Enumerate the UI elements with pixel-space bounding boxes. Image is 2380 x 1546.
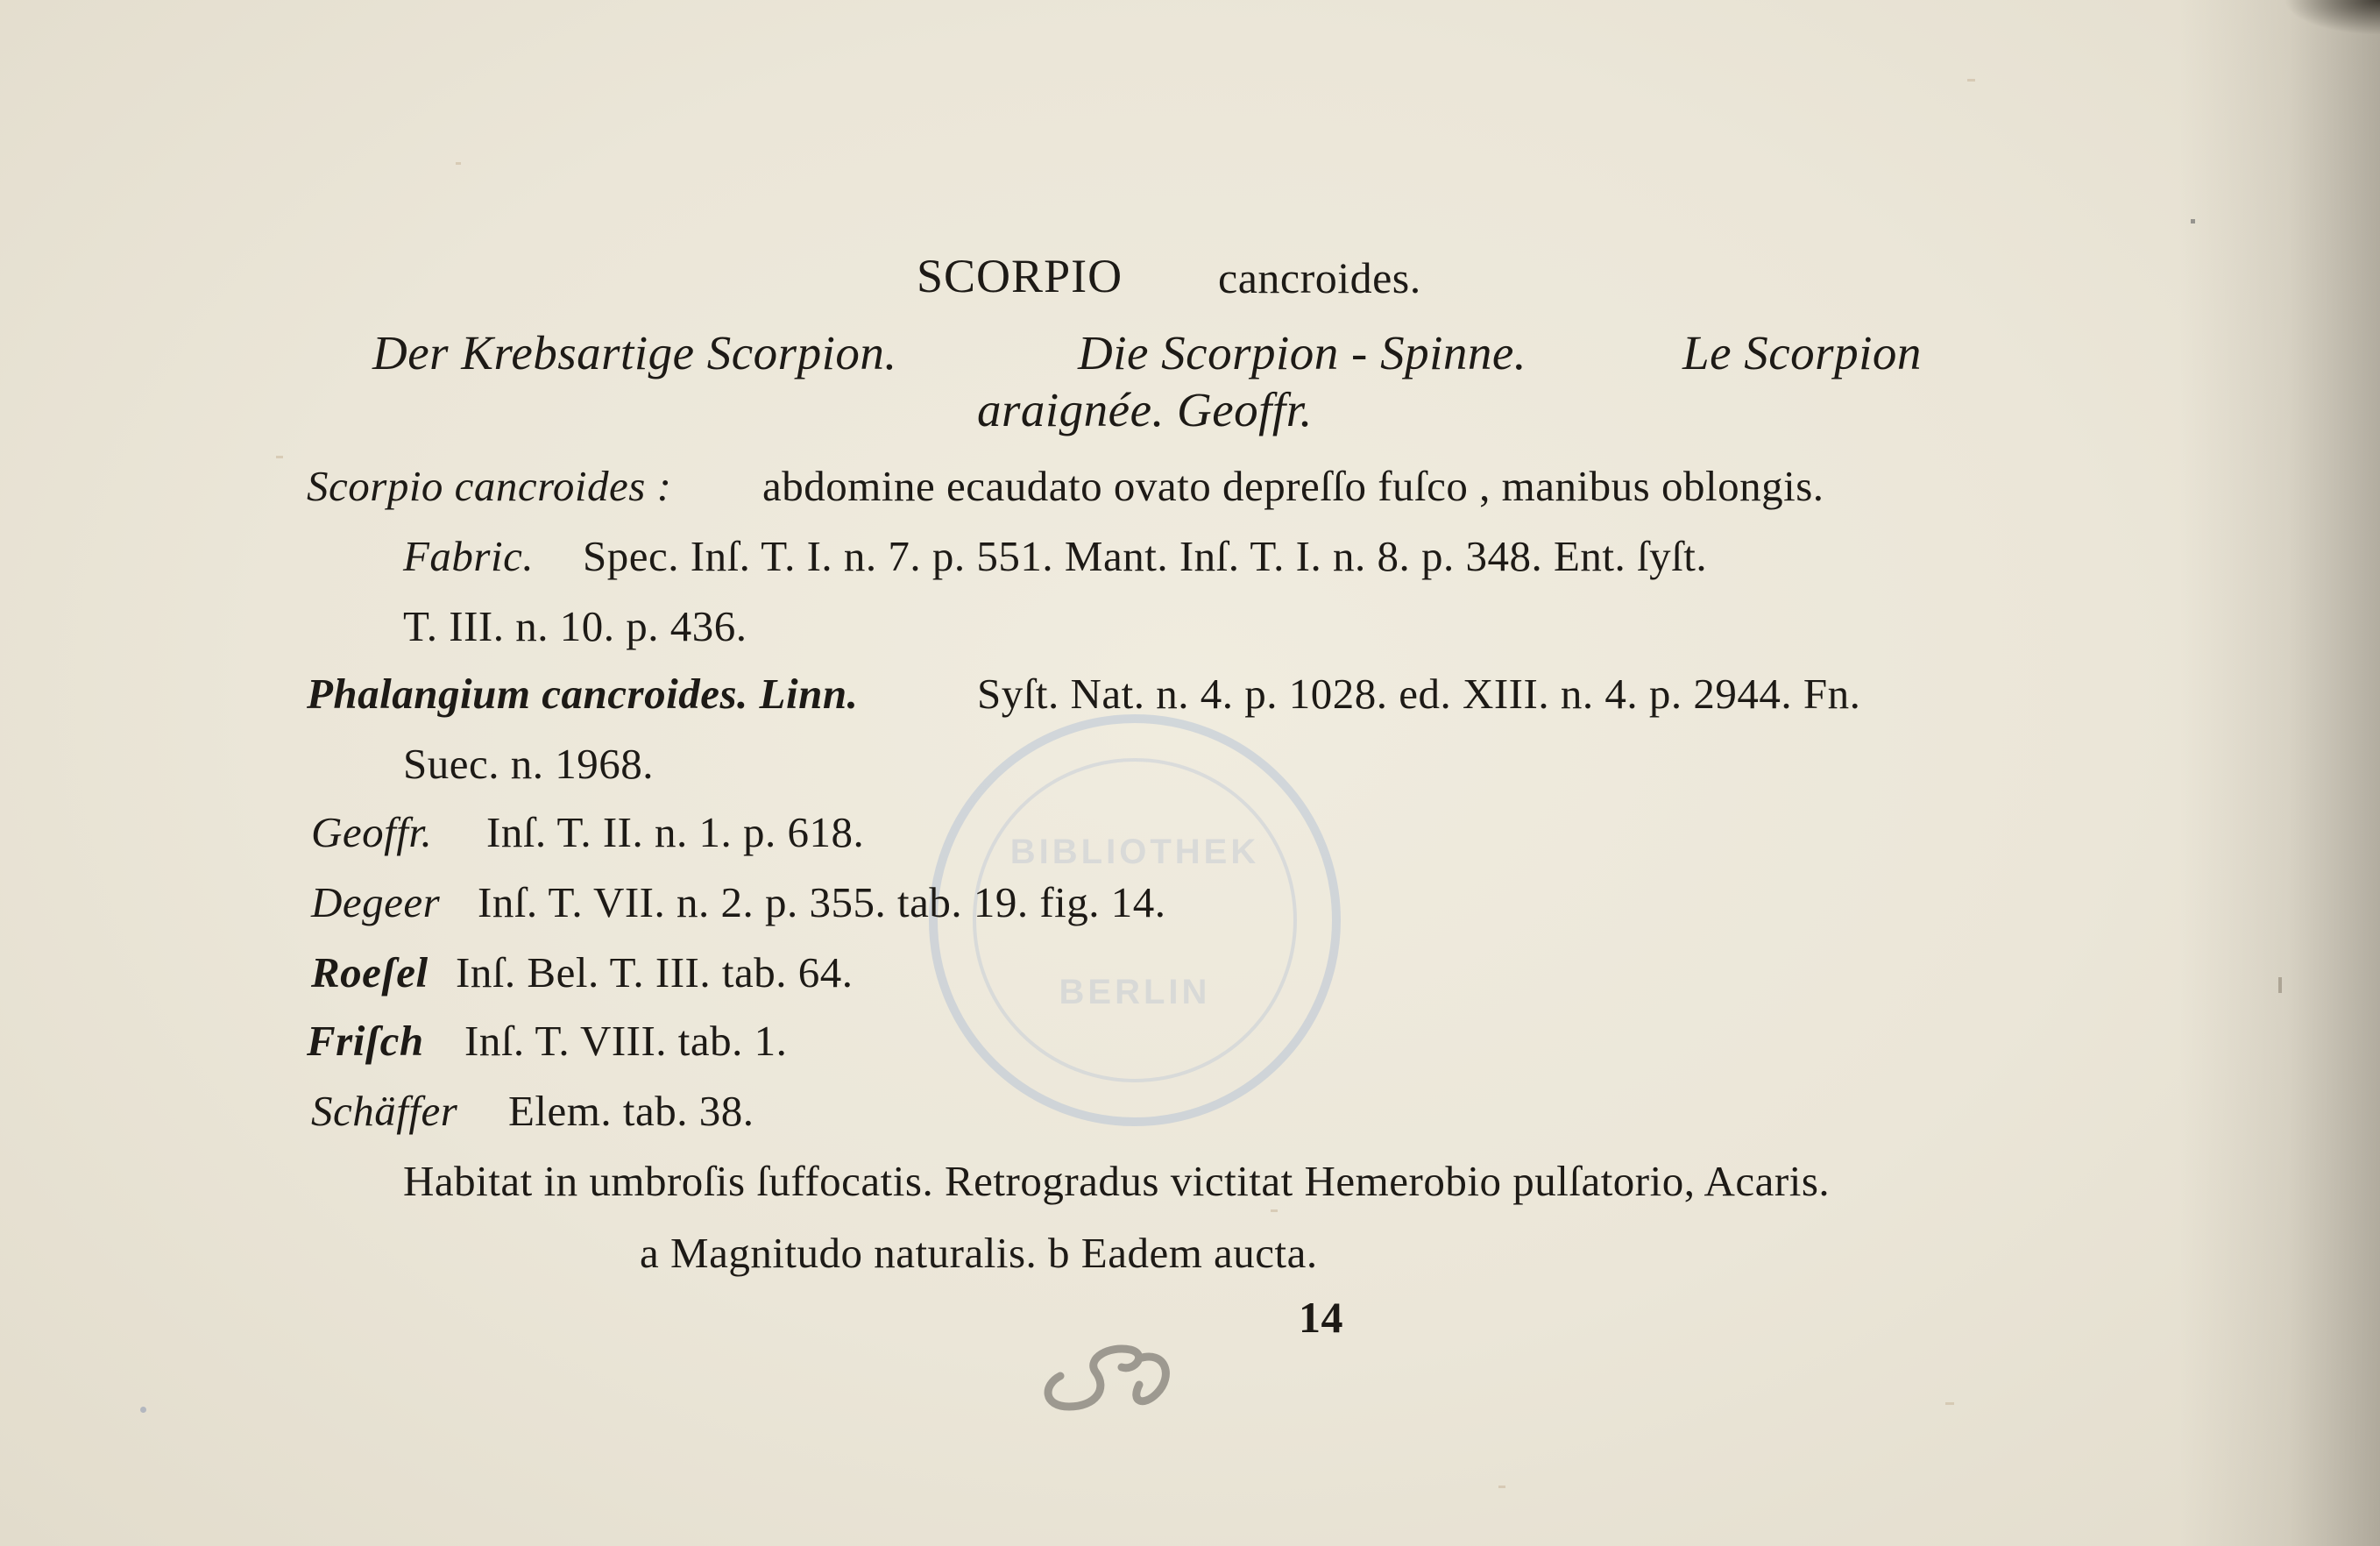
habitat-text: Habitat in umbroſis ſuffocatis. Retrogradus victitat Hemerobio pulſatorio, Acaris. [403, 1157, 1831, 1205]
entry-author-scorpio: Scorpio cancroides : [307, 462, 672, 510]
common-name-german: Der Krebsartige Scorpion. [372, 326, 897, 379]
plate-number: 14 [1299, 1293, 1343, 1342]
common-name-french: Le Scorpion [1682, 326, 1922, 379]
entry-text-phalangium: Syſt. Nat. n. 4. p. 1028. ed. XIII. n. 4. p. 2944. Fn. [977, 670, 1861, 718]
title-species: cancroides. [1218, 253, 1421, 302]
page-edge-shadow [2178, 0, 2380, 1546]
page-corner [2284, 0, 2380, 35]
paper-fleck [140, 1407, 146, 1413]
entry-author-frisch: Friſch [307, 1017, 424, 1065]
common-name-french-cont: araignée. Geoffr. [977, 383, 1313, 436]
entry-text-roesel: Inſ. Bel. T. III. tab. 64. [456, 948, 854, 996]
paper-fleck [276, 456, 283, 458]
entry-text-degeer: Inſ. T. VII. n. 2. p. 355. tab. 19. fig. 14. [478, 878, 1166, 926]
entry-author-schaeffer: Schäffer [311, 1087, 458, 1135]
entry-author-degeer: Degeer [311, 878, 441, 926]
entry-text-geoffr: Inſ. T. II. n. 1. p. 618. [486, 808, 865, 856]
entry-text-schaeffer: Elem. tab. 38. [508, 1087, 754, 1135]
paper-fleck [2278, 977, 2282, 993]
title-genus: SCORPIO [917, 250, 1123, 302]
entry-text-frisch: Inſ. T. VIII. tab. 1. [464, 1017, 788, 1065]
paper-fleck [456, 162, 461, 165]
common-name-german-alt: Die Scorpion - Spinne. [1078, 326, 1527, 379]
entry-text-fabric: Spec. Inſ. T. I. n. 7. p. 551. Mant. Inſ. T. I. n. 8. p. 348. Ent. ſyſt. [583, 532, 1708, 580]
paper-fleck [1271, 1209, 1278, 1212]
entry-author-geoffr: Geoffr. [311, 808, 433, 856]
paper-fleck [1945, 1402, 1954, 1405]
paper-fleck [2191, 219, 2195, 223]
entry-text-phalangium-cont: Suec. n. 1968. [403, 740, 654, 788]
entry-author-fabric: Fabric. [403, 532, 535, 580]
entry-author-phalangium: Phalangium cancroides. Linn. [307, 670, 859, 718]
entry-text-fabric-cont: T. III. n. 10. p. 436. [403, 602, 747, 650]
stamp-text-line1: BIBLIOTHEK [1009, 833, 1260, 871]
paper-fleck [1967, 79, 1975, 82]
entry-text-scorpio: abdomine ecaudato ovato depreſſo fuſco , manibus oblongis. [762, 462, 1824, 510]
stamp-text-line2: BERLIN [1059, 973, 1211, 1011]
handwritten-mark [1034, 1323, 1183, 1420]
figure-legend: a Magnitudo naturalis. b Eadem aucta. [640, 1229, 1318, 1277]
entry-author-roesel: Roeſel [311, 948, 429, 996]
paper-fleck [1498, 1486, 1505, 1488]
